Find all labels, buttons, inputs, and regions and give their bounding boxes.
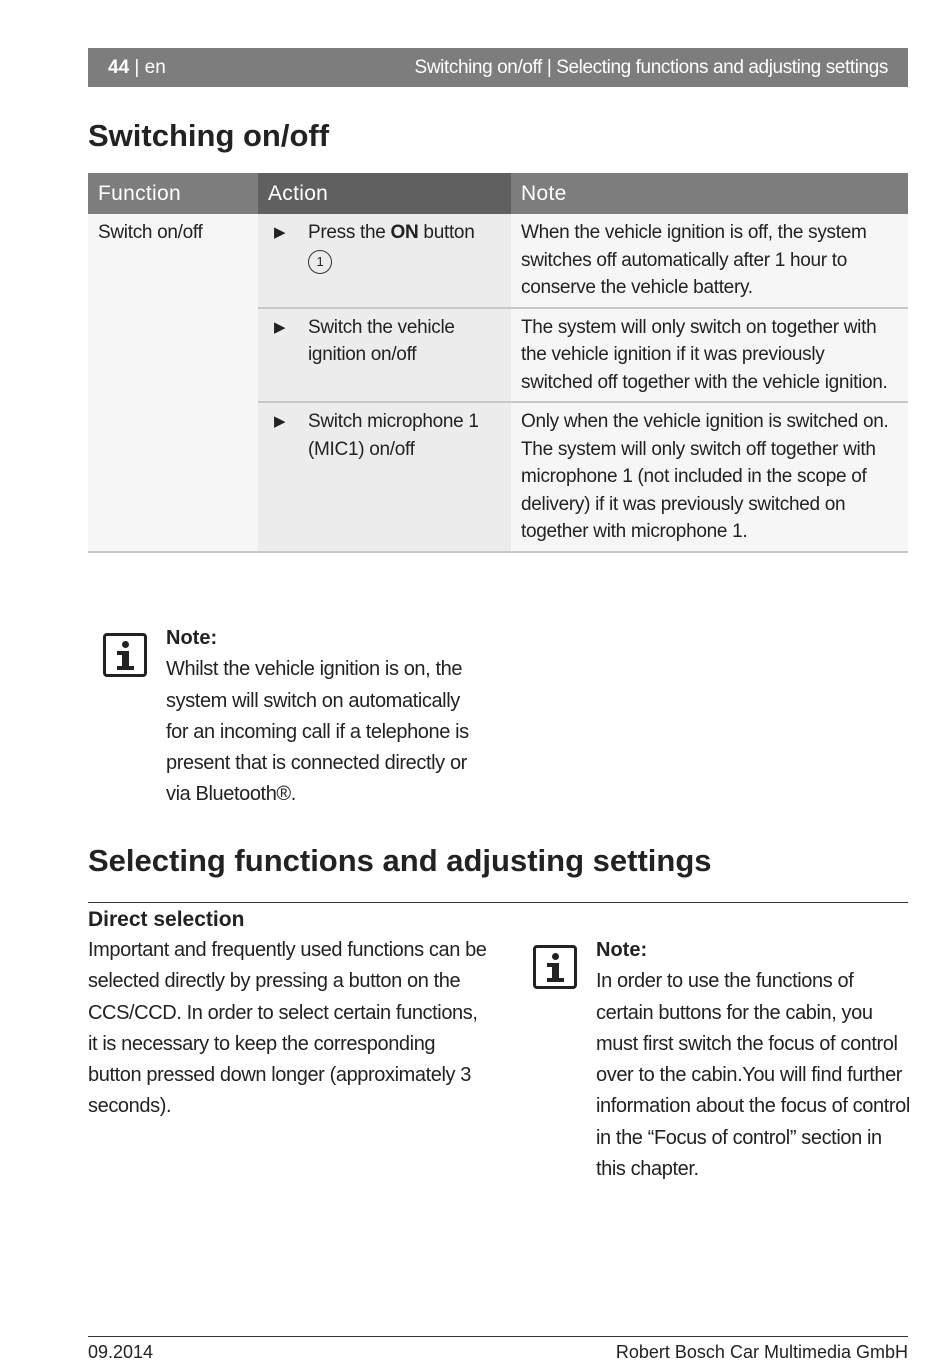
- note-cell: The system will only switch on together with the vehicle ignition if it was previously switched off together with the vehicle ignition.: [511, 308, 908, 403]
- column-header-function: Function: [88, 173, 258, 214]
- note-box-switching: [166, 623, 486, 811]
- note-line-1: Only when the vehicle ignition is switched on.: [521, 411, 889, 432]
- body-paragraph: Important and frequently used functions can be selected directly by pressing a button on the CCS/CCD. In order to select certain functions, it is necessary to keep the corresponding button pressed down longer (approximately 3 seconds).: [88, 939, 487, 1118]
- section-title-selecting: Selecting functions and adjusting settings: [88, 843, 712, 878]
- note-cell: When the vehicle ignition is off, the system switches off automatically after 1 hour to conserve the vehicle battery.: [511, 214, 908, 308]
- footer-company: Robert Bosch Car Multimedia GmbH: [615, 1342, 908, 1362]
- footer-date: 09.2014: [88, 1342, 154, 1362]
- page-header: [88, 48, 908, 87]
- language-code: | en: [134, 57, 166, 78]
- info-icon: [103, 633, 147, 677]
- column-header-action: Action: [258, 173, 511, 214]
- note-text: In order to use the functions of certain buttons for the cabin, you must first switch the focus of control over to the cabin.You will find further information about the focus of control in the “Focus of control” section in this chapter.: [596, 970, 910, 1181]
- action-cell: [258, 402, 511, 552]
- action-text: Switch the vehicle ignition on/off: [308, 316, 455, 365]
- triangle-right-icon: ▶: [274, 413, 286, 430]
- action-cell: [258, 214, 511, 308]
- section-divider: [88, 902, 908, 903]
- action-text: Switch microphone 1 (MIC1) on/off: [308, 411, 479, 460]
- triangle-right-icon: ▶: [274, 318, 286, 336]
- action-text: [308, 219, 474, 274]
- on-button-label: ON: [390, 222, 419, 243]
- page-number-label: [108, 57, 166, 79]
- callout-number: 1: [308, 250, 332, 274]
- triangle-right-icon: ▶: [274, 224, 286, 241]
- action-text-pre: Press the: [308, 222, 391, 243]
- footer-divider: [88, 1336, 908, 1337]
- page-number: 44: [108, 57, 130, 78]
- function-cell: Switch on/off: [88, 214, 258, 552]
- note-title: Note:: [166, 627, 218, 649]
- action-cell: [258, 308, 511, 403]
- function-table: [88, 173, 908, 553]
- note-box-selecting: [596, 935, 910, 1185]
- table-header-row: [88, 173, 908, 214]
- running-title: Switching on/off | Selecting functions and adjusting settings: [414, 57, 888, 78]
- section-title-switching: Switching on/off: [88, 118, 330, 153]
- note-cell: [511, 402, 908, 552]
- note-title: Note:: [596, 939, 648, 961]
- table-row: [88, 214, 908, 308]
- action-text-post: button: [418, 222, 475, 243]
- subheading-direct-selection: Direct selection: [88, 908, 245, 931]
- column-header-note: Note: [511, 173, 908, 214]
- note-line-2: The system will only switch off together with microphone 1 (not included in the scope of delivery) if it was previously switched on together with microphone 1.: [521, 438, 876, 542]
- note-text: Whilst the vehicle ignition is on, the system will switch on automatically for an incoming call if a telephone is present that is connected directly or via Bluetooth®.: [166, 658, 469, 806]
- info-icon: [533, 945, 577, 989]
